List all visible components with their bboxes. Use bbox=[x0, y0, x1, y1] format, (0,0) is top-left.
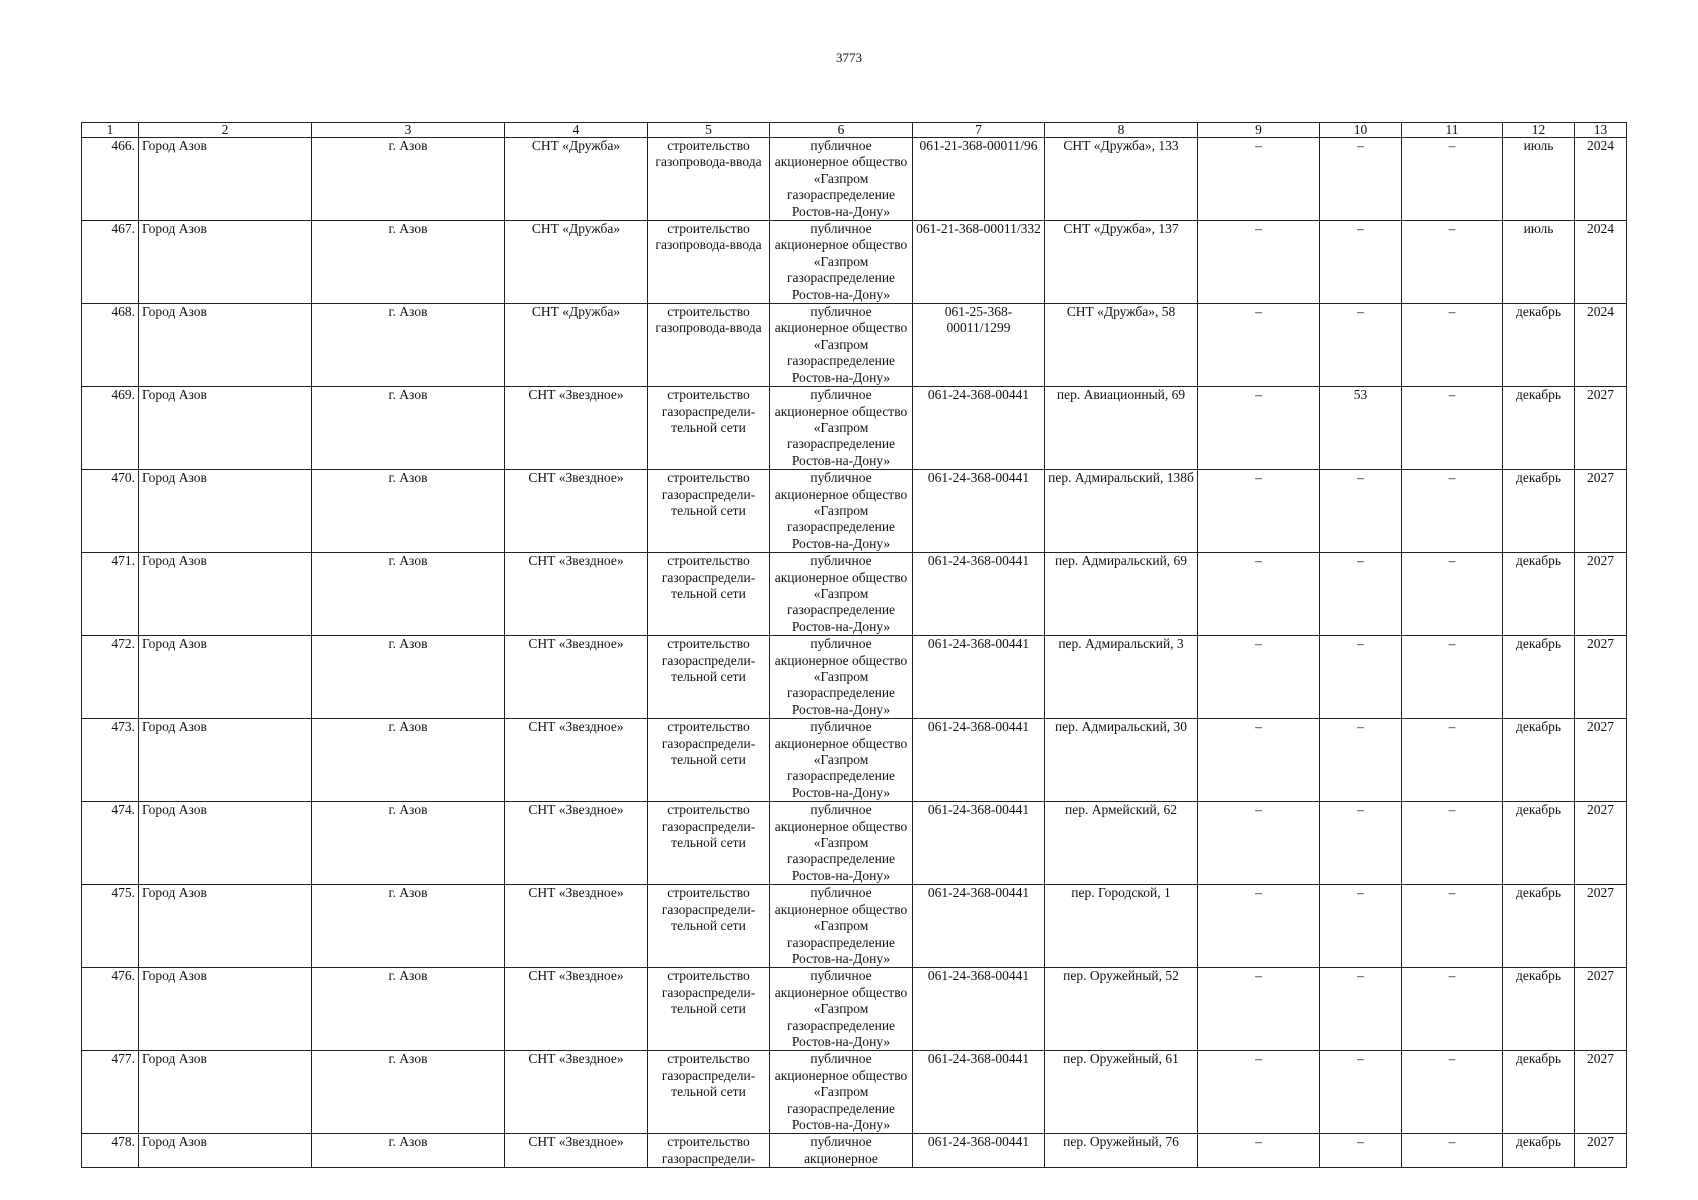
work-type-cell: строительство газопровода-ввода bbox=[648, 138, 770, 221]
col10-cell: – bbox=[1320, 138, 1402, 221]
district-cell: Город Азов bbox=[139, 138, 312, 221]
col10-cell: – bbox=[1320, 802, 1402, 885]
code-cell: 061-24-368-00441 bbox=[913, 1134, 1045, 1168]
code-cell: 061-24-368-00441 bbox=[913, 885, 1045, 968]
address-cell: СНТ «Дружба», 58 bbox=[1045, 304, 1198, 387]
year-cell: 2027 bbox=[1575, 885, 1627, 968]
locality-cell: г. Азов bbox=[312, 885, 505, 968]
organization-cell: публичное акционерное общество «Газпром газораспределение Ростов-на-Дону» bbox=[770, 968, 913, 1051]
col10-cell: – bbox=[1320, 636, 1402, 719]
col10-cell: – bbox=[1320, 885, 1402, 968]
organization-cell: публичное акционерное общество «Газпром газораспределение Ростов-на-Дону» bbox=[770, 221, 913, 304]
col10-cell: – bbox=[1320, 1134, 1402, 1168]
work-type-cell: строительство газораспредели-тельной сети bbox=[648, 968, 770, 1051]
column-header: 2 bbox=[139, 123, 312, 138]
work-type-cell: строительство газораспредели-тельной сети bbox=[648, 387, 770, 470]
month-cell: декабрь bbox=[1503, 719, 1575, 802]
district-cell: Город Азов bbox=[139, 968, 312, 1051]
work-type-cell: строительство газораспредели-тельной сети bbox=[648, 470, 770, 553]
organization-cell: публичное акционерное общество «Газпром газораспределение Ростов-на-Дону» bbox=[770, 636, 913, 719]
work-type-cell: строительство газораспредели- bbox=[648, 1134, 770, 1168]
month-cell: декабрь bbox=[1503, 470, 1575, 553]
code-cell: 061-24-368-00441 bbox=[913, 802, 1045, 885]
address-cell: пер. Городской, 1 bbox=[1045, 885, 1198, 968]
district-cell: Город Азов bbox=[139, 719, 312, 802]
col11-cell: – bbox=[1402, 304, 1503, 387]
year-cell: 2027 bbox=[1575, 1051, 1627, 1134]
organization-cell: публичное акционерное общество «Газпром газораспределение Ростов-на-Дону» bbox=[770, 719, 913, 802]
settlement-cell: СНТ «Звездное» bbox=[505, 470, 648, 553]
col10-cell: – bbox=[1320, 470, 1402, 553]
code-cell: 061-24-368-00441 bbox=[913, 719, 1045, 802]
col11-cell: – bbox=[1402, 387, 1503, 470]
address-cell: пер. Адмиральский, 138б bbox=[1045, 470, 1198, 553]
col9-cell: – bbox=[1198, 802, 1320, 885]
table-row bbox=[82, 387, 1627, 470]
table-row bbox=[82, 636, 1627, 719]
settlement-cell: СНТ «Звездное» bbox=[505, 1134, 648, 1168]
settlement-cell: СНТ «Дружба» bbox=[505, 138, 648, 221]
code-cell: 061-21-368-00011/332 bbox=[913, 221, 1045, 304]
row-number: 472. bbox=[82, 636, 139, 719]
col11-cell: – bbox=[1402, 470, 1503, 553]
locality-cell: г. Азов bbox=[312, 304, 505, 387]
district-cell: Город Азов bbox=[139, 885, 312, 968]
col11-cell: – bbox=[1402, 719, 1503, 802]
column-header: 1 bbox=[82, 123, 139, 138]
column-header: 7 bbox=[913, 123, 1045, 138]
work-type-cell: строительство газопровода-ввода bbox=[648, 304, 770, 387]
organization-cell: публичное акционерное общество «Газпром газораспределение Ростов-на-Дону» bbox=[770, 1051, 913, 1134]
address-cell: пер. Адмиральский, 30 bbox=[1045, 719, 1198, 802]
work-type-cell: строительство газораспредели-тельной сети bbox=[648, 553, 770, 636]
col10-cell: – bbox=[1320, 553, 1402, 636]
district-cell: Город Азов bbox=[139, 553, 312, 636]
locality-cell: г. Азов bbox=[312, 1051, 505, 1134]
address-cell: СНТ «Дружба», 133 bbox=[1045, 138, 1198, 221]
settlement-cell: СНТ «Звездное» bbox=[505, 885, 648, 968]
col9-cell: – bbox=[1198, 885, 1320, 968]
table-row bbox=[82, 221, 1627, 304]
month-cell: июль bbox=[1503, 221, 1575, 304]
settlement-cell: СНТ «Звездное» bbox=[505, 719, 648, 802]
organization-cell: публичное акционерное bbox=[770, 1134, 913, 1168]
col9-cell: – bbox=[1198, 719, 1320, 802]
col9-cell: – bbox=[1198, 304, 1320, 387]
settlement-cell: СНТ «Звездное» bbox=[505, 1051, 648, 1134]
col9-cell: – bbox=[1198, 636, 1320, 719]
col10-cell: – bbox=[1320, 221, 1402, 304]
column-header: 8 bbox=[1045, 123, 1198, 138]
row-number: 468. bbox=[82, 304, 139, 387]
address-cell: пер. Оружейный, 61 bbox=[1045, 1051, 1198, 1134]
table-row bbox=[82, 138, 1627, 221]
work-type-cell: строительство газораспредели-тельной сети bbox=[648, 1051, 770, 1134]
col9-cell: – bbox=[1198, 1134, 1320, 1168]
table-row bbox=[82, 553, 1627, 636]
column-header: 10 bbox=[1320, 123, 1402, 138]
district-cell: Город Азов bbox=[139, 304, 312, 387]
col9-cell: – bbox=[1198, 221, 1320, 304]
row-number: 474. bbox=[82, 802, 139, 885]
address-cell: пер. Адмиральский, 3 bbox=[1045, 636, 1198, 719]
district-cell: Город Азов bbox=[139, 221, 312, 304]
col9-cell: – bbox=[1198, 1051, 1320, 1134]
table-row bbox=[82, 968, 1627, 1051]
district-cell: Город Азов bbox=[139, 1051, 312, 1134]
column-header: 5 bbox=[648, 123, 770, 138]
address-cell: пер. Адмиральский, 69 bbox=[1045, 553, 1198, 636]
year-cell: 2027 bbox=[1575, 470, 1627, 553]
organization-cell: публичное акционерное общество «Газпром газораспределение Ростов-на-Дону» bbox=[770, 387, 913, 470]
year-cell: 2027 bbox=[1575, 387, 1627, 470]
locality-cell: г. Азов bbox=[312, 387, 505, 470]
year-cell: 2027 bbox=[1575, 968, 1627, 1051]
month-cell: декабрь bbox=[1503, 885, 1575, 968]
column-header: 4 bbox=[505, 123, 648, 138]
code-cell: 061-24-368-00441 bbox=[913, 1051, 1045, 1134]
col11-cell: – bbox=[1402, 802, 1503, 885]
month-cell: декабрь bbox=[1503, 968, 1575, 1051]
locality-cell: г. Азов bbox=[312, 470, 505, 553]
year-cell: 2024 bbox=[1575, 221, 1627, 304]
col11-cell: – bbox=[1402, 968, 1503, 1051]
locality-cell: г. Азов bbox=[312, 968, 505, 1051]
locality-cell: г. Азов bbox=[312, 1134, 505, 1168]
col10-cell: – bbox=[1320, 304, 1402, 387]
settlement-cell: СНТ «Звездное» bbox=[505, 968, 648, 1051]
col11-cell: – bbox=[1402, 636, 1503, 719]
col9-cell: – bbox=[1198, 470, 1320, 553]
page-number: 3773 bbox=[836, 50, 862, 65]
code-cell: 061-24-368-00441 bbox=[913, 470, 1045, 553]
district-cell: Город Азов bbox=[139, 636, 312, 719]
code-cell: 061-24-368-00441 bbox=[913, 968, 1045, 1051]
row-number: 478. bbox=[82, 1134, 139, 1168]
locality-cell: г. Азов bbox=[312, 553, 505, 636]
month-cell: декабрь bbox=[1503, 802, 1575, 885]
column-header: 3 bbox=[312, 123, 505, 138]
col11-cell: – bbox=[1402, 885, 1503, 968]
gasification-table bbox=[81, 122, 1627, 1168]
column-header: 9 bbox=[1198, 123, 1320, 138]
month-cell: декабрь bbox=[1503, 1134, 1575, 1168]
table-row bbox=[82, 719, 1627, 802]
locality-cell: г. Азов bbox=[312, 636, 505, 719]
column-header: 12 bbox=[1503, 123, 1575, 138]
work-type-cell: строительство газораспредели-тельной сети bbox=[648, 636, 770, 719]
month-cell: декабрь bbox=[1503, 636, 1575, 719]
locality-cell: г. Азов bbox=[312, 221, 505, 304]
col10-cell: – bbox=[1320, 1051, 1402, 1134]
month-cell: декабрь bbox=[1503, 1051, 1575, 1134]
code-cell: 061-24-368-00441 bbox=[913, 553, 1045, 636]
settlement-cell: СНТ «Дружба» bbox=[505, 221, 648, 304]
row-number: 467. bbox=[82, 221, 139, 304]
work-type-cell: строительство газопровода-ввода bbox=[648, 221, 770, 304]
work-type-cell: строительство газораспредели-тельной сети bbox=[648, 719, 770, 802]
district-cell: Город Азов bbox=[139, 387, 312, 470]
row-number: 470. bbox=[82, 470, 139, 553]
code-cell: 061-21-368-00011/96 bbox=[913, 138, 1045, 221]
settlement-cell: СНТ «Звездное» bbox=[505, 387, 648, 470]
year-cell: 2027 bbox=[1575, 636, 1627, 719]
organization-cell: публичное акционерное общество «Газпром газораспределение Ростов-на-Дону» bbox=[770, 553, 913, 636]
month-cell: декабрь bbox=[1503, 304, 1575, 387]
address-cell: пер. Оружейный, 52 bbox=[1045, 968, 1198, 1051]
settlement-cell: СНТ «Дружба» bbox=[505, 304, 648, 387]
table-row bbox=[82, 802, 1627, 885]
code-cell: 061-24-368-00441 bbox=[913, 387, 1045, 470]
settlement-cell: СНТ «Звездное» bbox=[505, 553, 648, 636]
col9-cell: – bbox=[1198, 553, 1320, 636]
year-cell: 2027 bbox=[1575, 553, 1627, 636]
year-cell: 2024 bbox=[1575, 138, 1627, 221]
work-type-cell: строительство газораспредели-тельной сети bbox=[648, 802, 770, 885]
row-number: 477. bbox=[82, 1051, 139, 1134]
organization-cell: публичное акционерное общество «Газпром газораспределение Ростов-на-Дону» bbox=[770, 138, 913, 221]
organization-cell: публичное акционерное общество «Газпром газораспределение Ростов-на-Дону» bbox=[770, 304, 913, 387]
year-cell: 2027 bbox=[1575, 1134, 1627, 1168]
district-cell: Город Азов bbox=[139, 470, 312, 553]
locality-cell: г. Азов bbox=[312, 719, 505, 802]
address-cell: СНТ «Дружба», 137 bbox=[1045, 221, 1198, 304]
address-cell: пер. Армейский, 62 bbox=[1045, 802, 1198, 885]
organization-cell: публичное акционерное общество «Газпром газораспределение Ростов-на-Дону» bbox=[770, 470, 913, 553]
year-cell: 2024 bbox=[1575, 304, 1627, 387]
row-number: 469. bbox=[82, 387, 139, 470]
settlement-cell: СНТ «Звездное» bbox=[505, 802, 648, 885]
district-cell: Город Азов bbox=[139, 802, 312, 885]
month-cell: декабрь bbox=[1503, 387, 1575, 470]
address-cell: пер. Авиационный, 69 bbox=[1045, 387, 1198, 470]
column-header: 6 bbox=[770, 123, 913, 138]
settlement-cell: СНТ «Звездное» bbox=[505, 636, 648, 719]
col9-cell: – bbox=[1198, 387, 1320, 470]
district-cell: Город Азов bbox=[139, 1134, 312, 1168]
locality-cell: г. Азов bbox=[312, 802, 505, 885]
table-row bbox=[82, 1051, 1627, 1134]
organization-cell: публичное акционерное общество «Газпром газораспределение Ростов-на-Дону» bbox=[770, 885, 913, 968]
col11-cell: – bbox=[1402, 138, 1503, 221]
locality-cell: г. Азов bbox=[312, 138, 505, 221]
table-row bbox=[82, 885, 1627, 968]
col11-cell: – bbox=[1402, 1051, 1503, 1134]
column-number-row bbox=[82, 123, 1627, 138]
organization-cell: публичное акционерное общество «Газпром газораспределение Ростов-на-Дону» bbox=[770, 802, 913, 885]
col10-cell: – bbox=[1320, 719, 1402, 802]
col11-cell: – bbox=[1402, 221, 1503, 304]
col11-cell: – bbox=[1402, 1134, 1503, 1168]
row-number: 473. bbox=[82, 719, 139, 802]
code-cell: 061-25-368-00011/1299 bbox=[913, 304, 1045, 387]
month-cell: июль bbox=[1503, 138, 1575, 221]
column-header: 11 bbox=[1402, 123, 1503, 138]
year-cell: 2027 bbox=[1575, 802, 1627, 885]
col10-cell: – bbox=[1320, 968, 1402, 1051]
year-cell: 2027 bbox=[1575, 719, 1627, 802]
col11-cell: – bbox=[1402, 553, 1503, 636]
table-row bbox=[82, 304, 1627, 387]
column-header: 13 bbox=[1575, 123, 1627, 138]
work-type-cell: строительство газораспредели-тельной сети bbox=[648, 885, 770, 968]
table-row bbox=[82, 1134, 1627, 1168]
row-number: 471. bbox=[82, 553, 139, 636]
col10-cell: 53 bbox=[1320, 387, 1402, 470]
row-number: 466. bbox=[82, 138, 139, 221]
row-number: 476. bbox=[82, 968, 139, 1051]
col9-cell: – bbox=[1198, 138, 1320, 221]
col9-cell: – bbox=[1198, 968, 1320, 1051]
row-number: 475. bbox=[82, 885, 139, 968]
table-row bbox=[82, 470, 1627, 553]
month-cell: декабрь bbox=[1503, 553, 1575, 636]
address-cell: пер. Оружейный, 76 bbox=[1045, 1134, 1198, 1168]
code-cell: 061-24-368-00441 bbox=[913, 636, 1045, 719]
